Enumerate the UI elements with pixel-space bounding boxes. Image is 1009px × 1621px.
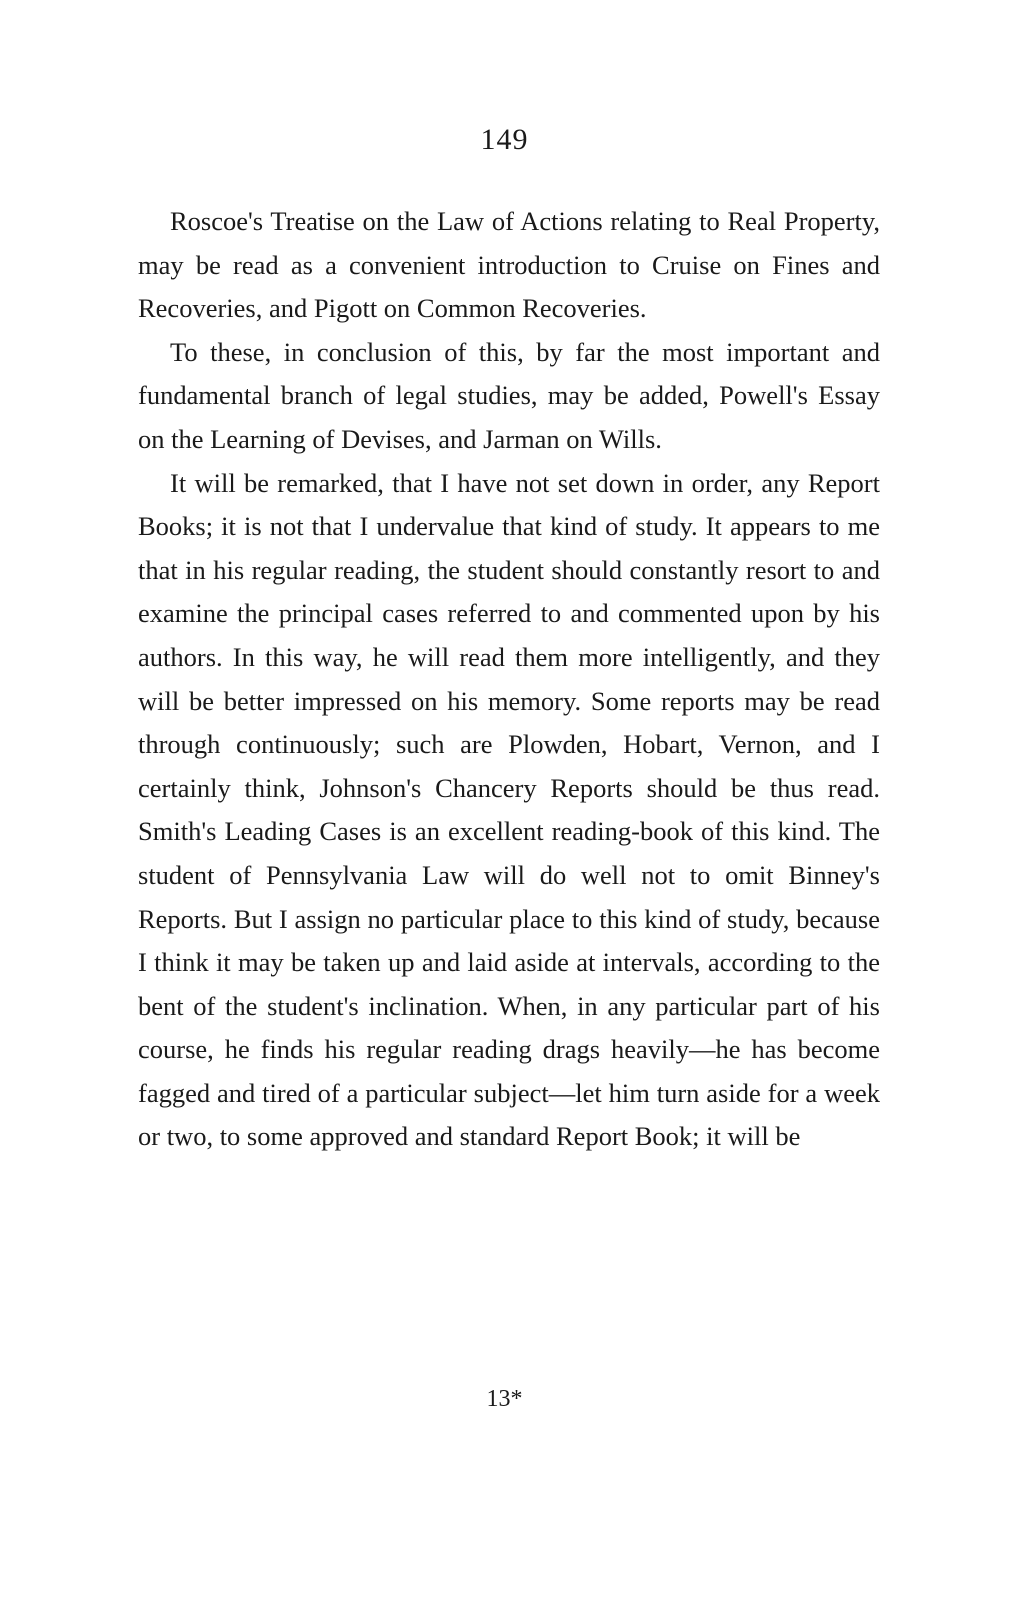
signature-mark: 13* <box>486 1386 523 1412</box>
paragraph-report-books: It will be remarked, that I have not set down in order, any Report Books; it is not that I undervalue that kind of study. It appears to me that in his regular reading, the student should constantly resort to and examine the principal cases referred to and commented upon by his authors. In this way, he will read them more intelligently, and they will be better impressed on his memory. Some reports may be read through continuously; such are Plowden, Hobart, Vernon, and I certainly think, Johnson's Chancery Reports should be thus read. Smith's Leading Cases is an excellent reading-book of this kind. The student of Pennsylvania Law will do well not to omit Binney's Reports. But I assign no particular place to this kind of study, because I think it may be taken up and laid aside at intervals, according to the bent of the student's inclination. When, in any particular part of his course, he finds his regular reading drags heavily—he has become fagged and tired of a particular subject—let him turn aside for a week or two, to some approved and standard Report Book; it will be <box>138 467 880 1152</box>
paragraph-conclusion: To these, in conclusion of this, by far the most important and fundamental branch of legal studies, may be added, Powell's Essay on the Learning of Devises, and Jarman on Wills. <box>138 336 880 454</box>
page-number: 149 <box>480 123 529 156</box>
paragraph-roscoe: Roscoe's Treatise on the Law of Actions relating to Real Property, may be read as a convenient introduction to Cruise on Fines and Recoveries, and Pigott on Common Recoveries. <box>138 206 880 324</box>
body-text <box>138 200 880 1159</box>
